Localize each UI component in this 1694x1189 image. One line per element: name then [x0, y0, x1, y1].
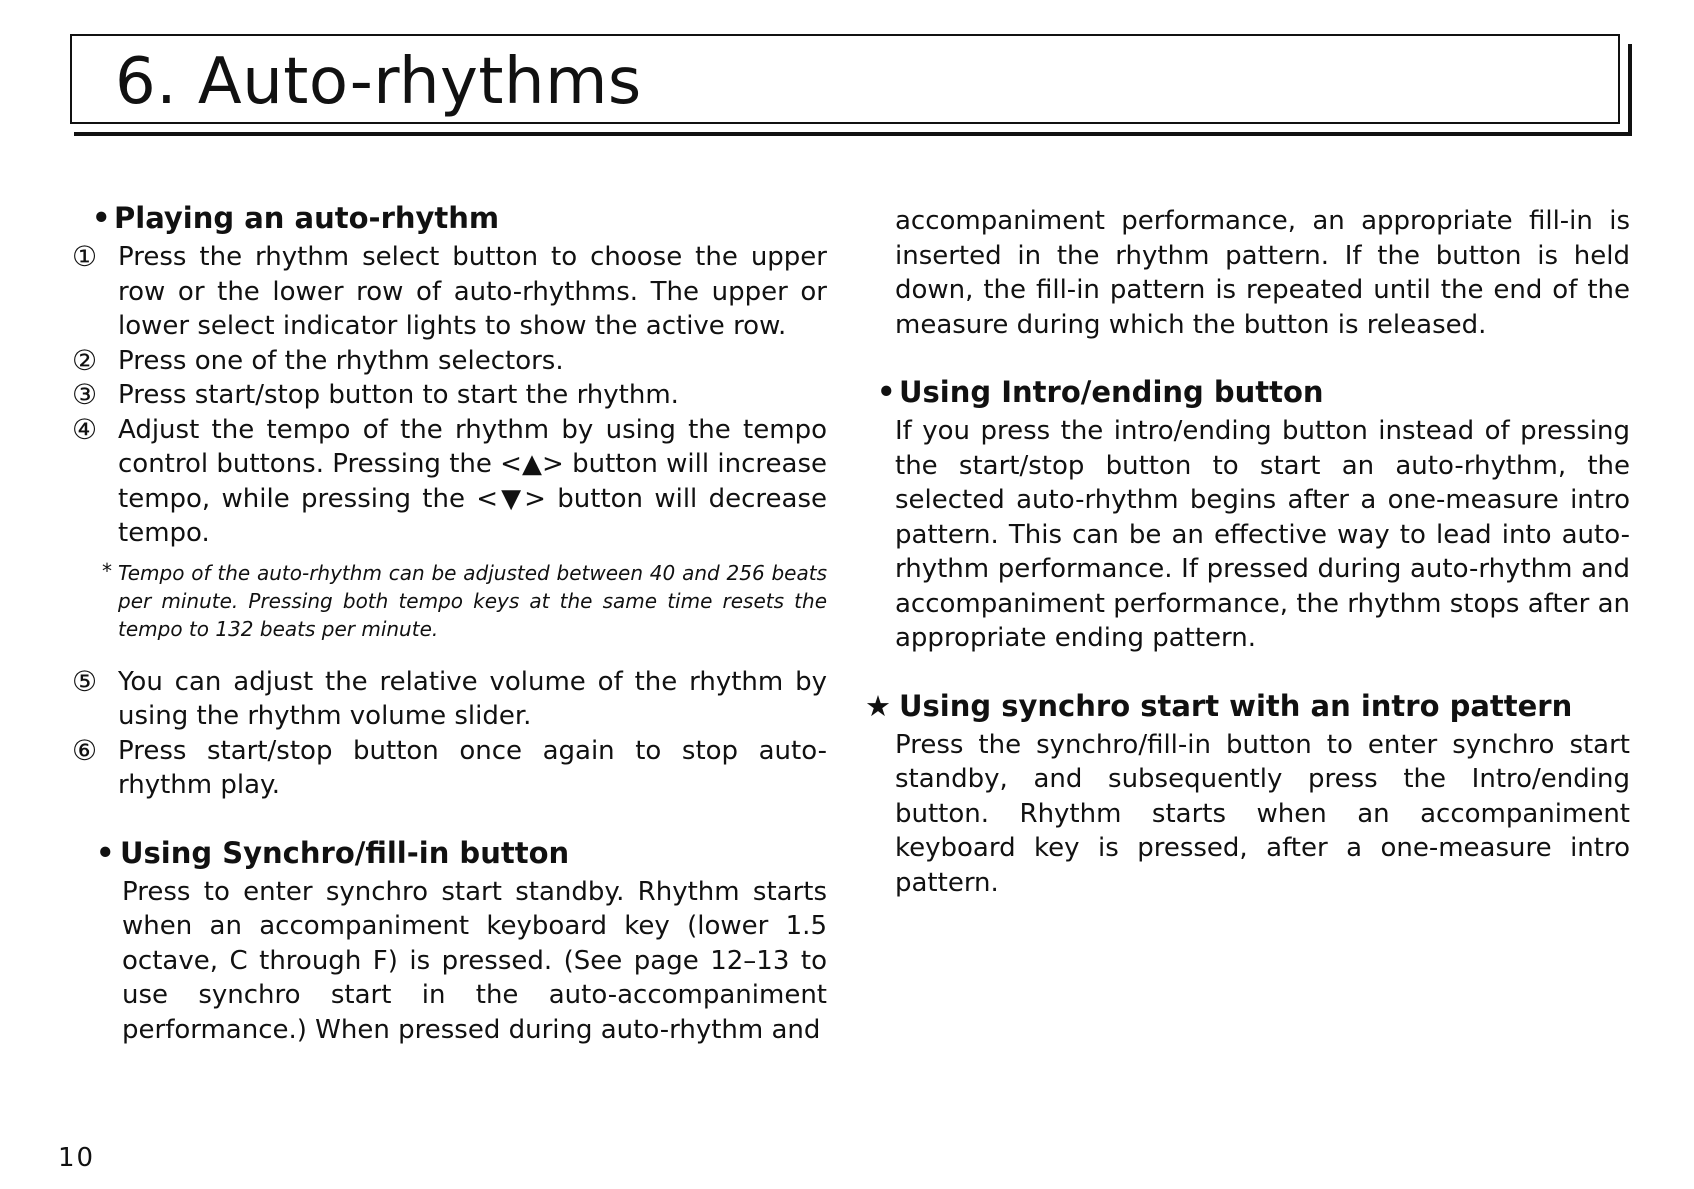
- page-number: 10: [58, 1143, 96, 1173]
- step-text: Press the rhythm select button to choose the upper row or the lower row of auto-rhythms. The upper or lower select indicator lights to show the active row.: [118, 242, 827, 341]
- bullet-icon: •: [96, 835, 115, 870]
- heading-text: Playing an auto-rhythm: [114, 201, 500, 235]
- step-number: ⑤: [72, 664, 98, 698]
- step-text: Press start/stop button to start the rhythm.: [118, 380, 679, 410]
- step-number: ④: [72, 412, 98, 446]
- step-text: Press one of the rhythm selectors.: [118, 345, 564, 376]
- step-text: Adjust the tempo of the rhythm by using the tempo control buttons. Pressing the <▲> button will increase tempo, while pressing the <▼> button will decrease tempo.: [118, 414, 827, 548]
- heading-text: Using Intro/ending button: [899, 375, 1324, 409]
- bullet-icon: •: [877, 375, 896, 409]
- step-text: You can adjust the relative volume of the rhythm by using the rhythm volume slider.: [118, 666, 827, 731]
- star-icon: ★: [865, 688, 891, 723]
- asterisk-icon: *: [102, 558, 112, 583]
- tempo-note: [72, 559, 827, 643]
- section-heading-playing: [72, 200, 827, 236]
- intro-ending-paragraph: If you press the intro/ending button instead of pressing the start/stop button to start an auto-rhythm, the selected auto-rhythm begins after a one-measure intro pattern. This can be an effective way to lead into auto-rhythm performance. If pressed during auto-rhythm and accompaniment performance, the rhythm stops after an appropriate ending pattern.: [895, 416, 1630, 653]
- bullet-icon: •: [92, 201, 111, 235]
- step-5: [72, 665, 827, 734]
- step-2: [72, 344, 827, 379]
- section-heading-synchro-intro: [865, 688, 1630, 724]
- heading-text: Using Synchro/fill-in button: [120, 835, 570, 870]
- step-number: ⑥: [72, 733, 98, 767]
- continuation-paragraph: accompaniment performance, an appropriate fill-in is inserted in the rhythm pattern. If the button is held down, the fill-in pattern is repeated until the end of the measure during which the button is released.: [895, 206, 1630, 340]
- section-heading-synchro-fill: [72, 835, 827, 871]
- page-title: 6. Auto-rhythms: [115, 45, 642, 119]
- step-number: ①: [72, 240, 98, 273]
- synchro-intro-paragraph: Press the synchro/fill-in button to enter synchro start standby, and subsequently press the Intro/ending button. Rhythm starts when an accompaniment keyboard key is pressed, after a one-measure intro pattern.: [895, 729, 1630, 898]
- step-1: [72, 240, 827, 344]
- left-column: [72, 200, 827, 1047]
- heading-text: Using synchro start with an intro pattern: [899, 688, 1573, 723]
- section-heading-intro-ending: [877, 374, 1630, 410]
- step-number: ②: [72, 343, 98, 377]
- note-text: Tempo of the auto-rhythm can be adjusted between 40 and 256 beats per minute. Pressing both tempo keys at the same time resets the tempo to 132 beats per minute.: [118, 560, 827, 641]
- step-4: [72, 413, 827, 551]
- right-column: [865, 204, 1630, 900]
- synchro-fill-paragraph: Press to enter synchro start standby. Rhythm starts when an accompaniment keyboard key (lower 1.5 octave, C through F) is pressed. (See page 12–13 to use synchro start in the auto-accompaniment performance.) When pressed during auto-rhythm and: [122, 876, 827, 1045]
- step-6: [72, 734, 827, 803]
- step-3: [72, 378, 827, 413]
- step-text: Press start/stop button once again to stop auto-rhythm play.: [118, 735, 827, 800]
- step-number: ③: [72, 378, 98, 411]
